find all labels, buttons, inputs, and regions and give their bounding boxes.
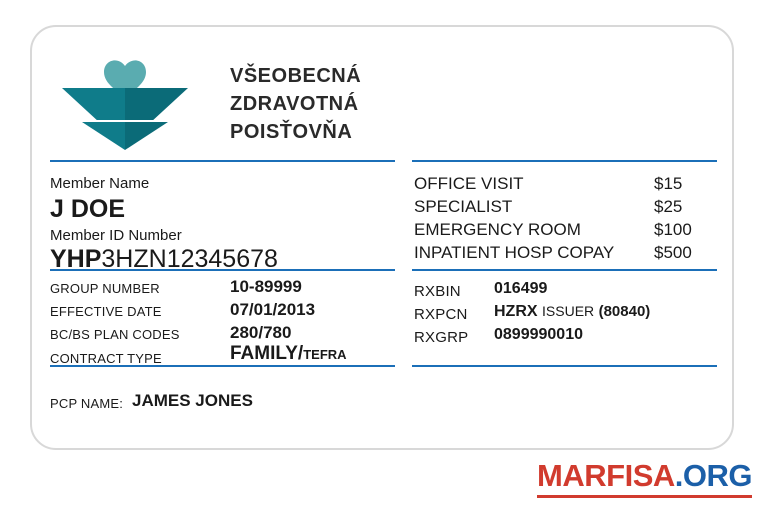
effective-date-label: EFFECTIVE DATE <box>50 304 162 319</box>
effective-date-value: 07/01/2013 <box>230 300 316 319</box>
pcp-name-label: PCP NAME: <box>50 396 124 411</box>
member-id-prefix: YHP <box>50 245 102 273</box>
rxbin-label: RXBIN <box>414 283 461 300</box>
pcp-name-value: JAMES JONES <box>132 391 253 410</box>
watermark-part-2: .ORG <box>674 458 752 493</box>
copay-amount-specialist: $25 <box>654 197 683 216</box>
divider-right-bottom <box>412 365 717 367</box>
group-number-label: GROUP NUMBER <box>50 281 160 296</box>
contract-type-value <box>230 343 347 365</box>
copay-amount-inpatient-hosp: $500 <box>654 243 692 262</box>
rxpcn-label: RXPCN <box>414 306 468 323</box>
divider-left-top <box>50 160 395 162</box>
copay-amount-emergency-room: $100 <box>654 220 692 239</box>
copay-label-inpatient-hosp: INPATIENT HOSP COPAY <box>414 243 615 262</box>
contract-type-label: CONTRACT TYPE <box>50 351 162 366</box>
watermark-part-1: MARFISA <box>537 458 675 493</box>
copay-amount-office-visit: $15 <box>654 174 683 193</box>
insurer-name-line-2: ZDRAVOTNÁ <box>230 93 359 115</box>
divider-right-top <box>412 160 717 162</box>
rxbin-code: 016499 <box>494 280 548 297</box>
insurer-logo <box>60 52 380 157</box>
rxbin-value <box>494 280 547 298</box>
copay-label-emergency-room: EMERGENCY ROOM <box>414 220 581 239</box>
copay-label-specialist: SPECIALIST <box>414 197 513 216</box>
contract-type-main: FAMILY/ <box>230 343 304 364</box>
insurer-name <box>230 62 361 146</box>
member-name-label: Member Name <box>50 175 150 192</box>
group-number-value: 10-89999 <box>230 277 302 296</box>
contract-type-sub: TEFRA <box>303 347 347 362</box>
rxgrp-label: RXGRP <box>414 329 469 346</box>
rxgrp-value <box>494 326 583 344</box>
insurer-name-line-1: VŠEOBECNÁ <box>230 65 362 87</box>
watermark <box>537 458 752 498</box>
member-id-value <box>50 245 278 274</box>
issuer-value: (80840) <box>598 303 651 320</box>
member-id-number: 3HZN12345678 <box>101 245 278 273</box>
copay-label-office-visit: OFFICE VISIT <box>414 174 524 193</box>
issuer-label: ISSUER <box>542 303 595 319</box>
member-name-value: J DOE <box>50 195 126 223</box>
plan-codes-value: 280/780 <box>230 323 292 342</box>
rxgrp-code: 0899990010 <box>494 326 583 343</box>
divider-right-mid <box>412 269 717 271</box>
rxpcn-code: HZRX <box>494 303 538 320</box>
insurer-name-line-3: POISŤOVŇA <box>230 121 353 143</box>
heart-chevron-logo-icon <box>60 58 190 152</box>
insurance-card <box>30 25 734 450</box>
rxpcn-value <box>494 303 650 321</box>
member-id-label: Member ID Number <box>50 227 182 244</box>
plan-codes-label: BC/BS PLAN CODES <box>50 327 180 342</box>
